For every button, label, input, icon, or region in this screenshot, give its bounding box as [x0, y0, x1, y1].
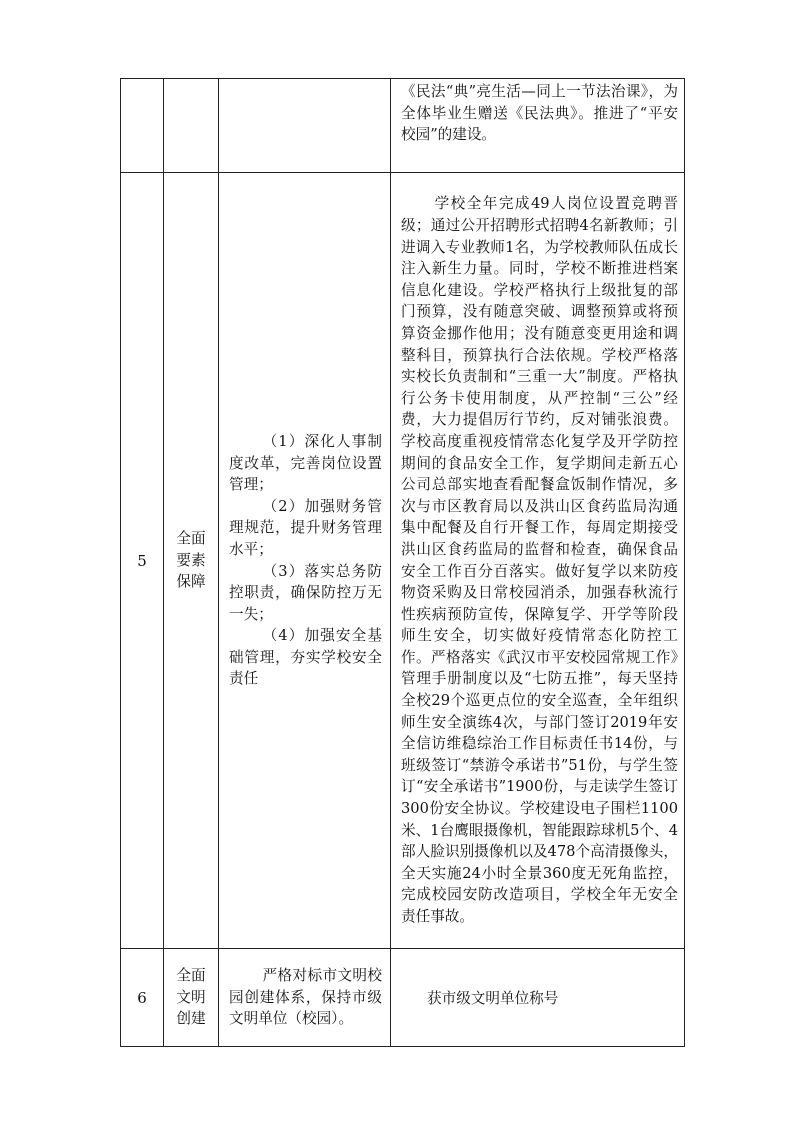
- category-line: 要素: [176, 551, 206, 569]
- category-cell: [164, 949, 219, 1047]
- result-cell: [391, 79, 685, 173]
- number-cell: [121, 79, 164, 173]
- row-number: 5: [121, 173, 164, 949]
- category-cell: [164, 79, 219, 173]
- category-line: 全面: [176, 967, 206, 985]
- table-row: [121, 949, 685, 1047]
- measures-cell: [219, 173, 391, 949]
- result-text: 获市级文明单位称号: [427, 990, 559, 1007]
- result-text: 《民法“典”亮生活—同上一节法治课》，为全体毕业生赠送《民法典》。推进了“平安校园”的建设。: [401, 83, 678, 144]
- measures-cell: [219, 79, 391, 173]
- measure-item: 严格对标市文明校园创建体系，保持市级文明单位（校园）。: [229, 967, 382, 1028]
- result-text: 学校全年完成49人岗位设置竞聘晋级；通过公开招聘形式招聘4名新教师；引进调入专业教师1名，为学校教师队伍成长注入新生力量。同时，学校不断推进档案信息化建设。学校严格执行上级批复的部门预算，没有随意突破、调整预算或将预算资金挪作他用；没有随意变更用途和调整科目，预算执行合法依规。学校严格落实校长负责制和“三重一大”制度。严格执行公务卡使用制度，从严控制“三公”经费，大力提倡厉行节约，反对铺张浪费。学校高度重视疫情常态化复学及开学防控期间的食品安全工作，复学期间走新五心公司总部实地查看配餐盒饭制作情况，多次与市区教育局以及洪山区食药监局沟通集中配餐及自行开餐工作，每周定期接受洪山区食药监局的监督和检查，确保食品安全工作百分百落实。做好复学以来防疫物资采购及日常校园消杀，加强春秋流行性疾病预防宣传，保障复学、开学等阶段师生安全，切实做好疫情常态化防控工作。严格落实《武汉市平安校园常规工作》管理手册制度以及“七防五推”，每天坚持全校29个巡更点位的安全巡查，全年组织师生安全演练4次，与部门签订2019年安全信访维稳综治工作目标责任书14份，与班级签订“禁游令承诺书”51份，与学生签订“安全承诺书”1900份，与走读学生签订300份安全协议。学校建设电子围栏1100米、1台鹰眼摄像机，智能跟踪球机5个、4部人脸识别摄像机以及478个高清摄像头，全天实施24小时全景360度无死角监控，完成校园安防改造项目，学校全年无安全责任事故。: [401, 195, 678, 925]
- result-cell: [391, 949, 685, 1047]
- measure-item: （4）加强安全基础管理，夯实学校安全责任: [229, 627, 382, 688]
- table-row: [121, 173, 685, 949]
- measure-item: （1）深化人事制度改革，完善岗位设置管理；: [229, 432, 382, 494]
- measure-item: （3）落实总务防控职责，确保防控万无一失；: [229, 562, 382, 623]
- category-cell: [164, 173, 219, 949]
- category-line: 文明: [176, 988, 206, 1006]
- category-line: 全面: [176, 530, 206, 548]
- measures-cell: [219, 949, 391, 1047]
- category-line: 保障: [176, 573, 206, 591]
- measure-item: （2）加强财务管理规范，提升财务管理水平；: [229, 497, 382, 558]
- result-cell: [391, 173, 685, 949]
- category-line: 创建: [176, 1010, 206, 1028]
- table-row: [121, 79, 685, 173]
- work-summary-table: [120, 78, 685, 1047]
- row-number: 6: [121, 949, 164, 1047]
